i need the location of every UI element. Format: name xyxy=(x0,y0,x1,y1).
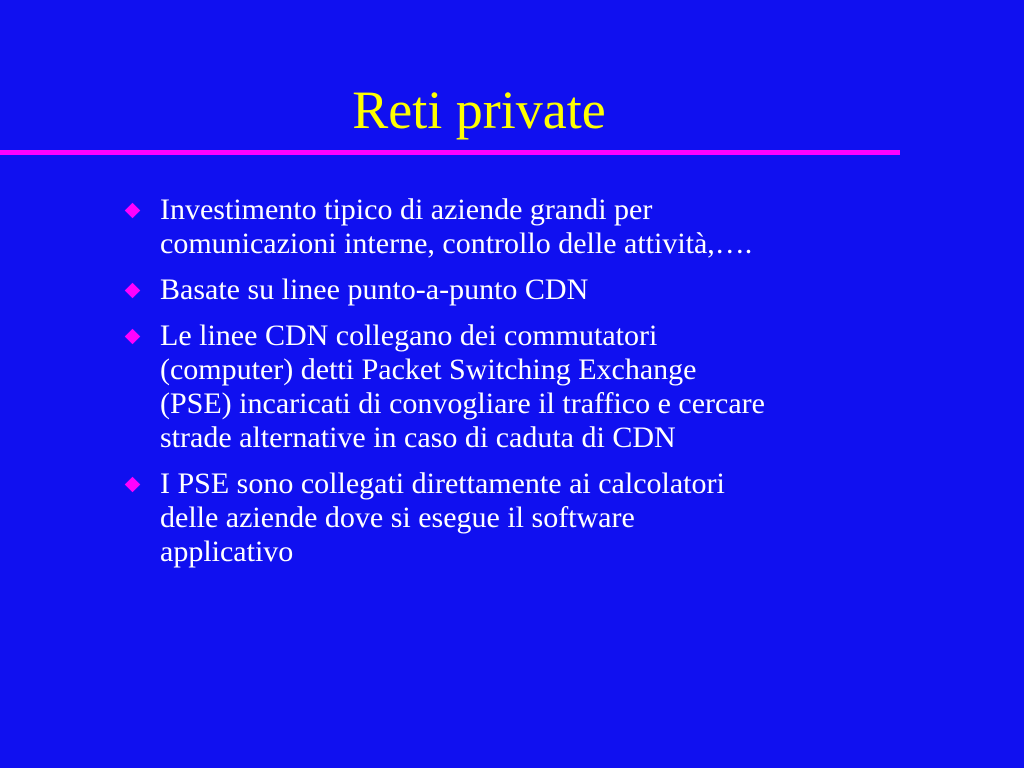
diamond-bullet-icon xyxy=(125,203,141,219)
bullet-text-line: comunicazioni interne, controllo delle attività,…. xyxy=(160,227,753,260)
bullet-item xyxy=(120,193,980,261)
bullet-item xyxy=(120,319,980,455)
diamond-bullet-icon xyxy=(125,283,141,299)
bullet-text-line: Basate su linee punto-a-punto CDN xyxy=(160,273,589,306)
bullet-text-line: applicativo xyxy=(160,535,294,568)
bullet-item xyxy=(120,467,980,569)
bullet-text-line: (PSE) incaricati di convogliare il traffico e cercare xyxy=(160,387,765,420)
slide-title: Reti private xyxy=(352,80,606,140)
bullet-list xyxy=(120,193,980,581)
bullet-text-line: delle aziende dove si esegue il software xyxy=(160,501,635,534)
bullet-text-line: Le linee CDN collegano dei commutatori xyxy=(160,319,658,352)
bullet-text-line: I PSE sono collegati direttamente ai calcolatori xyxy=(160,467,725,500)
bullet-item xyxy=(120,273,980,307)
bullet-text-line: (computer) detti Packet Switching Exchange xyxy=(160,353,697,386)
bullet-text-line: strade alternative in caso di caduta di CDN xyxy=(160,421,676,454)
title-divider xyxy=(0,150,900,155)
diamond-bullet-icon xyxy=(125,329,141,345)
bullet-text-line: Investimento tipico di aziende grandi per xyxy=(160,193,653,226)
diamond-bullet-icon xyxy=(125,477,141,493)
